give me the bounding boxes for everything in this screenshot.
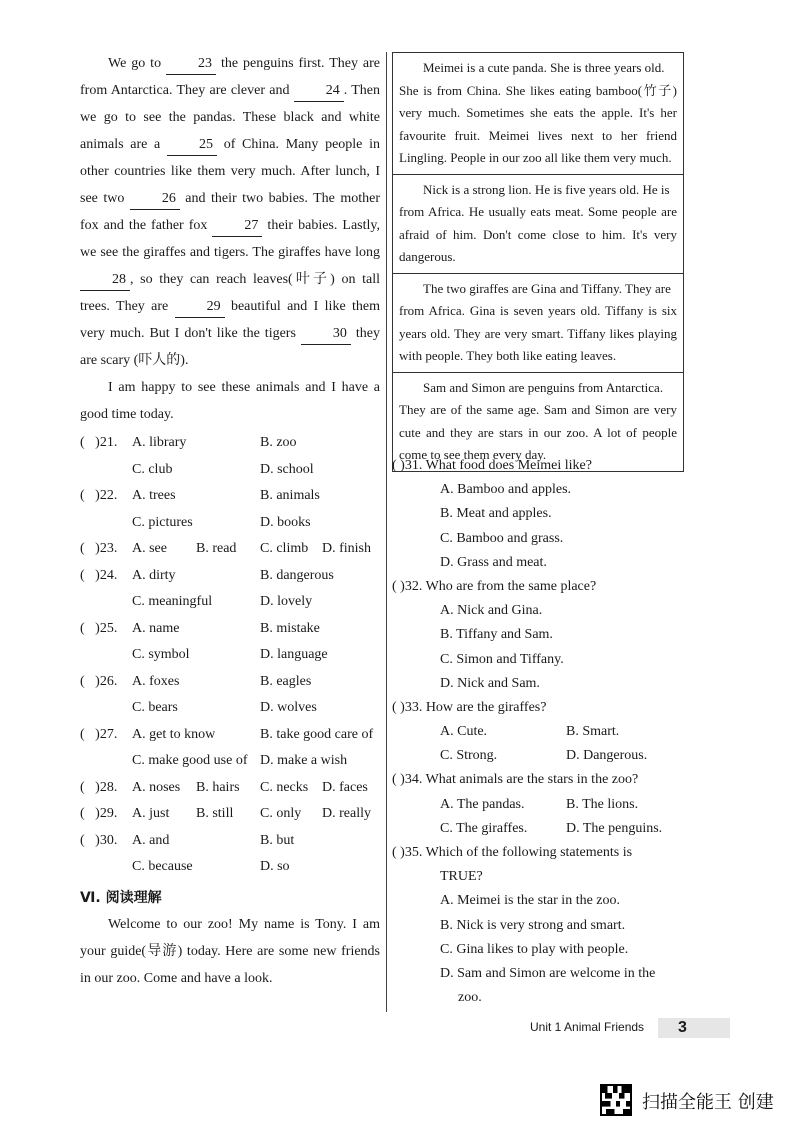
option[interactable]: A. Cute. bbox=[440, 724, 488, 740]
option-b[interactable]: B. still bbox=[196, 806, 234, 821]
option-c[interactable]: C. symbol bbox=[132, 647, 190, 662]
option-a[interactable]: A. trees bbox=[132, 488, 176, 503]
reading-question-stem-cont: TRUE? bbox=[440, 869, 483, 885]
answer-paren-open[interactable]: ( bbox=[80, 779, 85, 795]
blank-24[interactable]: 24 bbox=[294, 81, 344, 102]
left-column bbox=[80, 50, 380, 992]
reading-intro: Welcome to our zoo! My name is Tony. I am your guide(导游) today. Here are some new friends in our zoo. Come and have a look. bbox=[80, 916, 380, 986]
option-c[interactable]: C. club bbox=[132, 461, 173, 477]
text: We go to bbox=[108, 56, 167, 71]
answer-space[interactable] bbox=[85, 541, 96, 556]
answer-paren-open[interactable]: ( bbox=[80, 435, 85, 450]
option-d[interactable]: D. wolves bbox=[260, 700, 317, 715]
blank-30[interactable]: 30 bbox=[301, 324, 351, 345]
question-number bbox=[80, 722, 117, 749]
question-label: 22. bbox=[99, 488, 118, 503]
option-d[interactable]: D. so bbox=[260, 859, 290, 874]
scanner-watermark bbox=[600, 1084, 790, 1118]
question-row-cont bbox=[80, 589, 380, 616]
column-divider bbox=[386, 52, 387, 1012]
question-label: 29. bbox=[99, 806, 118, 821]
option[interactable]: B. Smart. bbox=[566, 724, 620, 740]
option[interactable]: B. Meat and apples. bbox=[440, 506, 552, 522]
text: and their two babies. The mother fox and the father fox bbox=[80, 191, 380, 233]
watermark-text: 扫描全能王 创建 bbox=[642, 1092, 774, 1113]
question-row-cont bbox=[80, 510, 380, 537]
option-d[interactable]: D. finish bbox=[322, 541, 371, 556]
option-d[interactable]: D. really bbox=[322, 806, 371, 821]
question-row-cont bbox=[80, 748, 380, 775]
answer-paren-close[interactable]: ) bbox=[95, 726, 100, 742]
option-b[interactable]: B. read bbox=[196, 541, 237, 556]
text: . Then we go to see the pandas. These black and white animals are a bbox=[80, 83, 381, 152]
option-d[interactable]: D. lovely bbox=[260, 594, 313, 609]
option[interactable]: C. Simon and Tiffany. bbox=[440, 651, 564, 667]
reading-question-stem: ( )35. Which of the following statements is bbox=[392, 845, 633, 860]
option-b[interactable]: B. hairs bbox=[196, 779, 240, 795]
question-row-cont bbox=[80, 642, 380, 669]
reading-question-stem: ( )32. Who are from the same place? bbox=[392, 578, 597, 594]
question-label: 25. bbox=[99, 620, 118, 636]
answer-paren-close[interactable]: ) bbox=[95, 541, 100, 556]
answer-space[interactable] bbox=[85, 833, 96, 848]
cloze-closing: I am happy to see these animals and I have a good time today. bbox=[80, 380, 380, 422]
option-a[interactable]: A. foxes bbox=[132, 673, 180, 689]
option-c[interactable]: C. pictures bbox=[132, 514, 193, 530]
box-first-line: Meimei is a cute panda. She is three years old. bbox=[423, 60, 665, 75]
answer-paren-open[interactable]: ( bbox=[80, 488, 85, 503]
question-label: 30. bbox=[99, 832, 118, 848]
option-b[interactable]: B. mistake bbox=[260, 620, 320, 636]
answer-space[interactable] bbox=[85, 621, 96, 636]
question-row bbox=[80, 828, 380, 855]
box-first-line: Nick is a strong lion. He is five years old. He is bbox=[423, 181, 670, 197]
blank-26[interactable]: 26 bbox=[130, 189, 180, 210]
blank-28[interactable]: 28 bbox=[80, 270, 130, 291]
box-text: from Africa. He usually eats meat. Some people are afraid of him. Don't come close to him. It's very dangerous. bbox=[399, 204, 677, 264]
answer-paren-open[interactable]: ( bbox=[80, 541, 85, 556]
option[interactable]: A. The pandas. bbox=[440, 796, 525, 812]
cloze-passage bbox=[80, 50, 380, 374]
question-row bbox=[80, 616, 380, 643]
option-a[interactable]: A. name bbox=[132, 620, 180, 636]
box-text: from Africa. Gina is seven years old. Tiffany is six years old. They are very smart. Tiffany likes playing with people. They both like eating leaves. bbox=[399, 303, 677, 363]
option-b[interactable]: B. dangerous bbox=[260, 567, 334, 583]
question-number bbox=[80, 483, 117, 510]
question-number bbox=[80, 536, 117, 563]
question-number bbox=[80, 430, 117, 457]
answer-paren-close[interactable]: ) bbox=[95, 779, 100, 795]
blank-27[interactable]: 27 bbox=[212, 216, 262, 237]
answer-paren-close[interactable]: ) bbox=[95, 435, 100, 450]
option[interactable]: A. Meimei is the star in the zoo. bbox=[440, 893, 621, 909]
question-number bbox=[80, 775, 117, 802]
reading-question-stem: ( )33. How are the giraffes? bbox=[392, 699, 547, 715]
option-a[interactable]: A. library bbox=[132, 435, 187, 450]
question-number bbox=[80, 828, 117, 855]
question-number bbox=[80, 616, 117, 643]
answer-paren-close[interactable]: ) bbox=[95, 673, 100, 689]
question-label: 21. bbox=[99, 435, 118, 450]
option-b[interactable]: B. zoo bbox=[260, 435, 297, 450]
option-row bbox=[392, 817, 692, 841]
question-label: 24. bbox=[99, 567, 118, 583]
text: they are scary (吓人的). bbox=[80, 326, 380, 368]
text: their babies. Lastly, we see the giraffes and tigers. The giraffes have long bbox=[80, 218, 380, 260]
option[interactable]: C. The giraffes. bbox=[440, 820, 528, 836]
option[interactable]: B. The lions. bbox=[566, 796, 639, 812]
answer-paren-close[interactable]: ) bbox=[95, 488, 100, 503]
question-row bbox=[80, 563, 380, 590]
option-c[interactable]: C. necks bbox=[260, 779, 309, 795]
text: beautiful and I like them very much. But I don't like the tigers bbox=[80, 299, 381, 341]
info-box bbox=[393, 53, 683, 175]
option-b[interactable]: B. animals bbox=[260, 488, 320, 503]
option[interactable]: B. Nick is very strong and smart. bbox=[440, 917, 626, 933]
question-row bbox=[80, 430, 380, 457]
answer-paren-close[interactable]: ) bbox=[95, 620, 100, 636]
answer-paren-open[interactable]: ( bbox=[80, 806, 85, 821]
option-a[interactable]: A. and bbox=[132, 832, 170, 848]
question-row-cont bbox=[80, 854, 380, 881]
question-number bbox=[80, 669, 117, 696]
question-label: 28. bbox=[99, 779, 118, 795]
option-b[interactable]: B. take good care of bbox=[260, 726, 374, 742]
blank-29[interactable]: 29 bbox=[175, 297, 225, 318]
box-first-line: The two giraffes are Gina and Tiffany. They are bbox=[423, 280, 671, 296]
option[interactable]: D. Grass and meat. bbox=[440, 554, 547, 570]
option-c[interactable]: C. meaningful bbox=[132, 594, 213, 609]
question-label: 27. bbox=[99, 726, 118, 742]
option-a[interactable]: A. noses bbox=[132, 779, 181, 795]
answer-space[interactable] bbox=[85, 674, 96, 689]
option-d[interactable]: D. books bbox=[260, 514, 311, 530]
answer-paren-close[interactable]: ) bbox=[95, 832, 100, 848]
cloze-options bbox=[80, 430, 380, 881]
option-d[interactable]: D. faces bbox=[322, 779, 368, 795]
answer-paren-open[interactable]: ( bbox=[80, 620, 85, 636]
option-c[interactable]: C. because bbox=[132, 859, 193, 874]
option-row bbox=[392, 720, 692, 744]
qr-code-icon bbox=[600, 1084, 632, 1116]
answer-paren-open[interactable]: ( bbox=[80, 832, 85, 848]
option-a[interactable]: A. dirty bbox=[132, 567, 176, 583]
answer-space[interactable] bbox=[85, 488, 96, 503]
answer-space[interactable] bbox=[85, 727, 96, 742]
option-c[interactable]: C. climb bbox=[260, 541, 309, 556]
option[interactable]: C. Strong. bbox=[440, 748, 498, 764]
question-row bbox=[80, 669, 380, 696]
option-cont: zoo. bbox=[458, 990, 482, 1006]
text: of China. Many people in other countries like them very much. After lunch, I see two bbox=[80, 137, 380, 206]
option-b[interactable]: B. eagles bbox=[260, 673, 312, 689]
question-row-cont bbox=[80, 695, 380, 722]
unit-label: Unit 1 Animal Friends bbox=[530, 1020, 645, 1034]
option-row bbox=[392, 744, 692, 768]
box-text: They are of the same age. Sam and Simon are very cute and they are stars in our zoo. A lot of people come to see them every day. bbox=[399, 402, 677, 462]
text: , so they can reach leaves(叶子) on tall trees. They are bbox=[80, 272, 380, 314]
option[interactable]: C. Gina likes to play with people. bbox=[440, 941, 629, 957]
option-row bbox=[392, 793, 692, 817]
option-a[interactable]: A. get to know bbox=[132, 726, 216, 742]
question-row bbox=[80, 775, 380, 802]
box-first-line: Sam and Simon are penguins from Antarctica. bbox=[423, 379, 664, 395]
info-box bbox=[393, 274, 683, 373]
option[interactable]: A. Nick and Gina. bbox=[440, 603, 543, 619]
blank-23[interactable]: 23 bbox=[166, 54, 216, 75]
option-c[interactable]: C. bears bbox=[132, 700, 178, 715]
option-d[interactable]: D. school bbox=[260, 461, 314, 477]
answer-paren-open[interactable]: ( bbox=[80, 726, 85, 742]
reading-questions bbox=[392, 454, 692, 1010]
box-text: She is from China. She likes eating bamboo(竹子) very much. Sometimes she eats the apple. It's her favourite fruit. Meimei lives next to her friend Lingling. People in our zoo all like them very much. bbox=[399, 82, 677, 165]
question-row bbox=[80, 536, 380, 563]
option[interactable]: C. Bamboo and grass. bbox=[440, 530, 564, 546]
option[interactable]: D. Dangerous. bbox=[566, 748, 648, 764]
animal-info-boxes bbox=[392, 52, 684, 472]
answer-paren-open[interactable]: ( bbox=[80, 567, 85, 583]
info-box bbox=[393, 175, 683, 274]
answer-space[interactable] bbox=[85, 568, 96, 583]
answer-paren-close[interactable]: ) bbox=[95, 567, 100, 583]
option-c[interactable]: C. make good use of bbox=[132, 753, 248, 768]
question-label: 23. bbox=[99, 541, 118, 556]
option-a[interactable]: A. see bbox=[132, 541, 167, 556]
answer-paren-open[interactable]: ( bbox=[80, 673, 85, 689]
question-number bbox=[80, 563, 117, 590]
option[interactable]: D. Sam and Simon are welcome in the bbox=[440, 965, 656, 981]
option-d[interactable]: D. language bbox=[260, 647, 328, 662]
reading-question-stem: ( )34. What animals are the stars in the zoo? bbox=[392, 772, 639, 788]
option-c[interactable]: C. only bbox=[260, 806, 302, 821]
option[interactable]: D. The penguins. bbox=[566, 820, 663, 836]
text: the penguins first. They are from Antarctica. They are clever and bbox=[80, 56, 381, 98]
answer-space[interactable] bbox=[85, 780, 96, 795]
answer-paren-close[interactable]: ) bbox=[95, 806, 100, 821]
question-number bbox=[80, 801, 117, 828]
reading-question-stem: ( )31. What food does Meimei like? bbox=[392, 458, 592, 473]
option-a[interactable]: A. just bbox=[132, 806, 170, 821]
blank-25[interactable]: 25 bbox=[167, 135, 217, 156]
answer-space[interactable] bbox=[85, 806, 96, 821]
option[interactable]: A. Bamboo and apples. bbox=[440, 482, 572, 498]
question-row bbox=[80, 483, 380, 510]
question-row-cont bbox=[80, 457, 380, 484]
question-row bbox=[80, 722, 380, 749]
answer-space[interactable] bbox=[85, 435, 96, 450]
page-footer bbox=[530, 1018, 730, 1038]
section-title: Ⅵ. 阅读理解 bbox=[80, 889, 162, 906]
page-number: 3 bbox=[678, 1019, 687, 1036]
option-d[interactable]: D. make a wish bbox=[260, 753, 348, 768]
question-row bbox=[80, 801, 380, 828]
option-b[interactable]: B. but bbox=[260, 832, 295, 848]
option[interactable]: D. Nick and Sam. bbox=[440, 675, 540, 691]
option[interactable]: B. Tiffany and Sam. bbox=[440, 627, 553, 643]
page-number-bar bbox=[658, 1018, 730, 1038]
question-label: 26. bbox=[99, 673, 118, 689]
